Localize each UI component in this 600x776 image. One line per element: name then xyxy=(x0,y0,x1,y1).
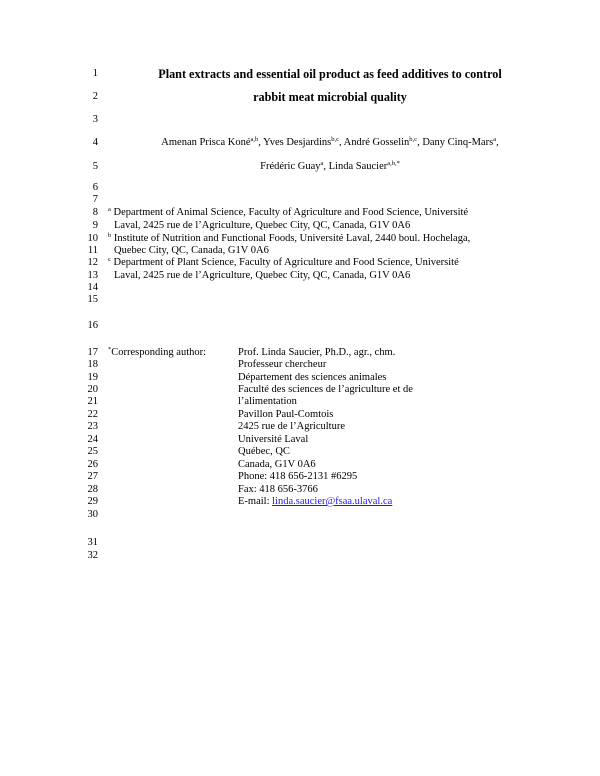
author-name: André Gosselin xyxy=(343,137,410,148)
line-number-1: 1 xyxy=(92,68,98,79)
line-number-10: 10 xyxy=(87,233,98,244)
affiliation-text: Department of Plant Science, Faculty of Agriculture and Food Science, Université xyxy=(113,257,459,268)
line-number-6: 6 xyxy=(92,182,98,193)
line-number-13: 13 xyxy=(87,270,98,281)
corresponding-phone: Phone: 418 656-2131 #6295 xyxy=(238,471,358,482)
affiliation-c-line-1 xyxy=(108,257,459,269)
author-affiliation-sup: b,c xyxy=(331,136,339,143)
corresponding-line: Faculté des sciences de l’agriculture et de xyxy=(238,384,413,395)
line-number-22: 22 xyxy=(87,409,98,420)
line-number-24: 24 xyxy=(87,434,98,445)
line-number-27: 27 xyxy=(87,471,98,482)
corresponding-line: Professeur chercheur xyxy=(238,359,327,370)
corresponding-line: Québec, QC xyxy=(238,446,290,457)
line-number-15: 15 xyxy=(87,294,98,305)
affiliation-a-line-2: Laval, 2425 rue de l’Agriculture, Quebec City, QC, Canada, G1V 0A6 xyxy=(114,220,411,231)
title-line-1: Plant extracts and essential oil product as feed additives to control xyxy=(158,67,502,81)
author-affiliation-sup: a xyxy=(493,136,497,143)
author-name: Frédéric Guay xyxy=(260,161,321,172)
line-number-11: 11 xyxy=(87,245,98,256)
author-name: Linda Saucier xyxy=(328,161,388,172)
line-number-29: 29 xyxy=(87,496,98,507)
line-number-9: 9 xyxy=(92,220,98,231)
affiliation-sup: b xyxy=(108,232,112,239)
author-line-1: Amenan Prisca Koné$^{a,b}$, Yves Desjardins$^{b,c}$, André Gosselin$^{b,c}$, Dany Cinq-Mars$^a$, xyxy=(161,136,499,148)
affiliation-a-line-1 xyxy=(108,207,468,219)
corresponding-email-line xyxy=(238,496,392,508)
affiliation-b-line-1 xyxy=(108,233,470,245)
line-number-23: 23 xyxy=(87,421,98,432)
author-line-2: Frédéric Guay$^a$, Linda Saucier$^{a,b,*}$ xyxy=(260,160,400,172)
line-number-14: 14 xyxy=(87,282,98,293)
line-number-31: 31 xyxy=(87,537,98,548)
email-link[interactable]: linda.saucier@fsaa.ulaval.ca xyxy=(272,496,393,507)
author-affiliation-sup: b,c xyxy=(409,136,418,143)
author-affiliation-sup: a,b xyxy=(250,136,259,143)
corresponding-label-text: Corresponding author: xyxy=(111,347,207,358)
affiliation-text: Institute of Nutrition and Functional Foods, Université Laval, 2440 boul. Hochelaga, xyxy=(113,233,471,244)
line-number-7: 7 xyxy=(92,194,98,205)
corresponding-line: Département des sciences animales xyxy=(238,372,387,383)
line-number-8: 8 xyxy=(92,207,98,218)
affiliation-sup: a xyxy=(108,206,111,213)
line-number-30: 30 xyxy=(87,509,98,520)
corresponding-line: Pavillon Paul-Comtois xyxy=(238,409,334,420)
line-number-17: 17 xyxy=(87,347,98,358)
affiliation-b-line-2: Quebec City, QC, Canada, G1V 0A6 xyxy=(114,245,269,256)
line-number-28: 28 xyxy=(87,484,98,495)
line-number-2: 2 xyxy=(92,91,98,102)
affiliation-sup: c xyxy=(108,256,111,263)
author-name: Amenan Prisca Koné xyxy=(161,137,251,148)
line-number-12: 12 xyxy=(87,257,98,268)
line-number-16: 16 xyxy=(87,320,98,331)
author-affiliation-sup: a xyxy=(320,160,324,167)
author-name: Yves Desjardins xyxy=(263,137,332,148)
corresponding-line: 2425 rue de l’Agriculture xyxy=(238,421,346,432)
line-number-19: 19 xyxy=(87,372,98,383)
corresponding-fax: Fax: 418 656-3766 xyxy=(238,484,318,495)
line-number-21: 21 xyxy=(87,396,98,407)
affiliation-text: Department of Animal Science, Faculty of Agriculture and Food Science, Université xyxy=(113,207,469,218)
line-number-3: 3 xyxy=(92,114,98,125)
corresponding-line: Canada, G1V 0A6 xyxy=(238,459,316,470)
author-name: Dany Cinq-Mars xyxy=(422,137,494,148)
title-line-2: rabbit meat microbial quality xyxy=(253,90,407,104)
corresponding-author-label xyxy=(108,347,206,359)
line-number-18: 18 xyxy=(87,359,98,370)
corresponding-line: Prof. Linda Saucier, Ph.D., agr., chm. xyxy=(238,347,396,358)
line-number-26: 26 xyxy=(87,459,98,470)
email-label: E-mail: xyxy=(238,496,273,507)
affiliation-c-line-2: Laval, 2425 rue de l’Agriculture, Quebec City, QC, Canada, G1V 0A6 xyxy=(114,270,411,281)
line-number-20: 20 xyxy=(87,384,98,395)
line-number-32: 32 xyxy=(87,550,98,561)
corresponding-line: l’alimentation xyxy=(238,396,297,407)
corresponding-line: Université Laval xyxy=(238,434,309,445)
line-number-25: 25 xyxy=(87,446,98,457)
corresponding-sup: * xyxy=(108,346,112,353)
line-number-4: 4 xyxy=(92,137,98,148)
author-affiliation-sup: a,b,* xyxy=(387,160,400,167)
line-number-5: 5 xyxy=(92,161,98,172)
